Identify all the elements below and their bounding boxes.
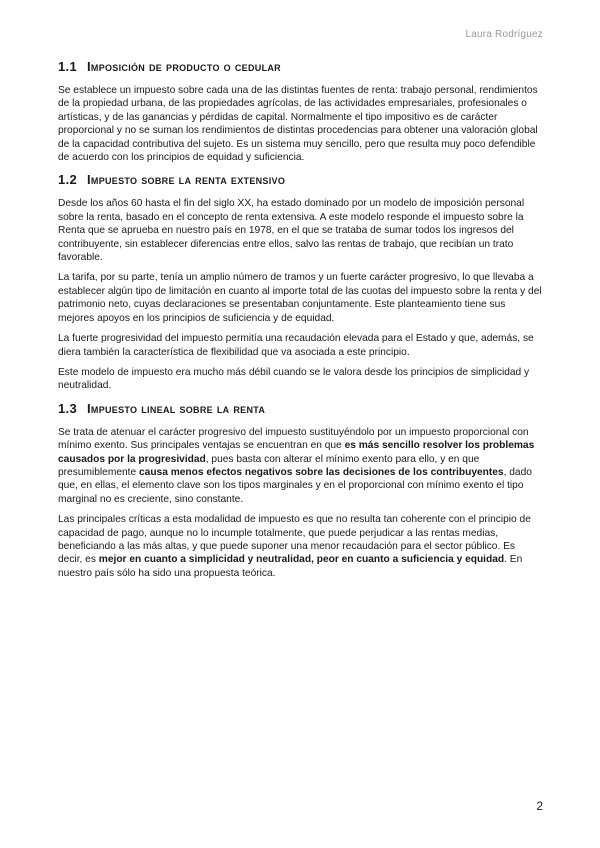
bold-text-run: es más sencillo resolver los problemas causados por la progresividad [58,440,535,465]
text-run: , pues basta con alterar el mínimo exento para ello, y en que presumiblemente [58,453,480,478]
paragraph [58,332,542,359]
paragraph [58,197,542,264]
paragraph [58,84,542,164]
paragraph [58,271,542,325]
section-heading [58,171,542,189]
text-run: Desde los años 60 hasta el fin del siglo XX, ha estado dominado por un modelo de imposición personal sobre la renta, basado en el concepto de renta extensiva. A este modelo responde el impuesto sobre la Renta que se aprueba en nuestro país en 1978, en el que se trataba de sumar todos los ingresos del contribuyente, sin establecer diferencias entre ellos, salvo las rentas de trabajo, que recibían un trato favorable. [58,198,525,264]
section-number: 1.3 [58,400,77,416]
header-author: Laura Rodríguez [465,29,543,40]
bold-text-run: mejor en cuanto a simplicidad y neutralidad, peor en cuanto a suficiencia y equidad [98,554,505,566]
text-run: Este modelo de impuesto era mucho más débil cuando se le valora desde los principios de simplicidad y neutralidad. [58,366,530,392]
section-title: Impuesto lineal sobre la renta [86,400,266,416]
document-body [58,58,542,580]
bold-text-run: causa menos efectos negativos sobre las decisiones de los contribuyentes [138,466,504,478]
text-run: Se trata de atenuar el carácter progresivo del impuesto sustituyéndolo por un impuesto proporcional con mínimo exento. Sus principales ventajas se encuentran en que [58,426,529,452]
page-number: 2 [536,799,543,813]
paragraph [58,513,542,580]
section-number: 1.1 [58,59,77,74]
section-title: Imposición de producto o cedular [86,59,281,74]
paragraph [58,366,542,393]
text-run: . En nuestro país sólo ha sido una propuesta teórica. [58,554,523,579]
text-run: , dado que, en ellas, el elemento clave son los tipos marginales y en el proporcional con mínimo exento el tipo marginal no es creciente, sino constante. [58,466,532,505]
text-run: La tarifa, por su parte, tenía un amplio número de tramos y un fuerte carácter progresivo, lo que llevaba a establecer algún tipo de limitación en cuanto al importe total de las cuotas del impuesto sobre la renta y del patrimonio neto, cuyas declaraciones se presentaban conjuntamente. Este planteamiento tiene sus mejores apoyos en los principios de suficiencia y de equidad. [58,272,542,324]
section-title: Impuesto sobre la renta extensivo [86,172,286,188]
section-number: 1.2 [58,172,77,188]
section-heading [58,58,542,76]
paragraph [58,426,542,506]
text-run: Se establece un impuesto sobre cada una de las distintas fuentes de renta: trabajo personal, rendimientos de la propiedad urbana, de las propiedades agrícolas, de las actividades empresariales, profesionales o artísticas, y de las ganancias y pérdidas de capital. Normalmente el tipo impositivo es de carácter proporcional y no se suman los rendimientos de distintas procedencias para obtener una valoración global de la capacidad contributiva del sujeto. Es un sistema muy sencillo, pero que resulta muy poco defendible de acuerdo con los principios de equidad y suficiencia. [58,85,538,164]
text-run: La fuerte progresividad del impuesto permitía una recaudación elevada para el Estado y que, además, se diera también la característica de flexibilidad que va asociada a este principio. [58,333,534,358]
section-heading [58,400,542,418]
text-run: Las principales críticas a esta modalidad de impuesto es que no resulta tan coherente con el principio de capacidad de pago, aunque no lo incumple totalmente, que puede perjudicar a las rentas medias, beneficiando a las más altas, y que puede suponer una menor recaudación para el sector público. Es decir, es [58,514,531,566]
